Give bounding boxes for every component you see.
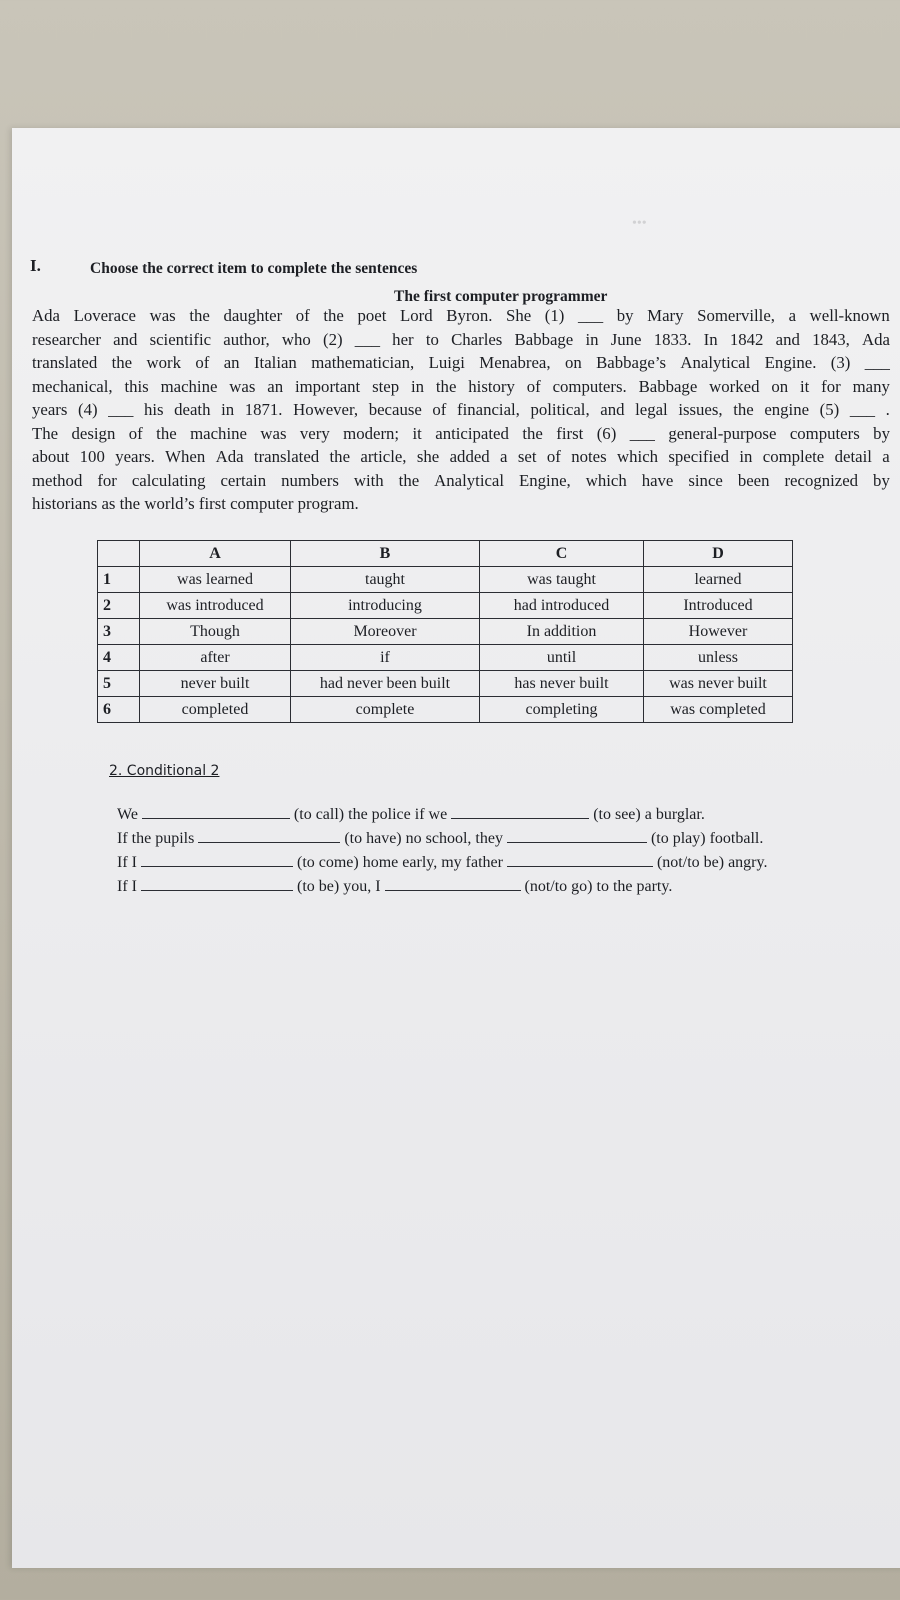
passage-word: Ada xyxy=(32,306,60,325)
passage-word: mathematician, xyxy=(311,353,415,372)
reading-passage xyxy=(32,306,890,518)
exercise-sentence xyxy=(117,830,763,848)
worksheet-page xyxy=(12,128,900,1568)
passage-word: which xyxy=(617,447,659,466)
passage-word: mechanical, xyxy=(32,376,113,396)
passage-word: translated xyxy=(253,447,320,466)
passage-word: (2) xyxy=(323,329,343,349)
passage-word: political, xyxy=(530,400,590,419)
passage-word: Byron. xyxy=(446,306,493,325)
passage-word: daughter xyxy=(223,306,283,325)
passage-word: have xyxy=(641,470,674,490)
passage-word: in xyxy=(221,400,235,419)
option-cell: has never built xyxy=(480,671,644,697)
passage-word: a xyxy=(500,447,508,466)
passage-word: since xyxy=(688,470,723,490)
passage-word: the xyxy=(189,306,210,325)
passage-word: June xyxy=(610,329,642,349)
answer-blank[interactable] xyxy=(385,878,521,891)
section-instruction: Choose the correct item to complete the sentences xyxy=(90,260,418,277)
passage-word: ___ xyxy=(354,329,380,349)
answer-blank[interactable] xyxy=(141,854,293,867)
passage-word: computers. xyxy=(552,376,627,396)
passage-word: method xyxy=(32,470,83,490)
option-cell: Though xyxy=(140,619,291,645)
passage-word: to xyxy=(425,329,439,349)
passage-word: Babbage xyxy=(514,329,574,349)
table-row xyxy=(98,671,793,697)
passage-word: was xyxy=(229,376,256,396)
passage-word: with xyxy=(353,470,384,490)
option-cell: learned xyxy=(644,567,793,593)
option-cell: after xyxy=(140,645,291,671)
passage-word: of xyxy=(128,423,143,443)
passage-word: Italian xyxy=(253,353,297,372)
passage-line: historians as the world’s first computer program. xyxy=(32,494,359,513)
sentence-part: (to play) football. xyxy=(646,830,764,847)
passage-word: In xyxy=(703,329,718,349)
passage-line xyxy=(32,330,890,354)
row-number: 4 xyxy=(98,645,140,671)
passage-word: set xyxy=(517,447,537,466)
passage-word: Babbage xyxy=(638,376,698,396)
passage-word: and xyxy=(775,329,800,349)
answer-blank[interactable] xyxy=(507,830,647,843)
passage-word: well-known xyxy=(809,306,890,325)
sentence-part: If I xyxy=(117,878,141,895)
option-cell: However xyxy=(644,619,793,645)
passage-word: of xyxy=(195,353,210,372)
option-cell: was learned xyxy=(140,567,291,593)
answer-blank[interactable] xyxy=(507,854,653,867)
table-row xyxy=(98,619,793,645)
passage-word: engine xyxy=(764,400,810,419)
passage-word: an xyxy=(223,353,240,372)
passage-word: by xyxy=(873,423,890,443)
passage-word: 1833. xyxy=(653,329,692,349)
passage-word: (1) xyxy=(544,306,565,325)
passage-word: calculating xyxy=(131,470,206,490)
passage-word: and xyxy=(600,400,625,419)
passage-word: Loverace xyxy=(73,306,136,325)
passage-word: detail xyxy=(834,447,872,466)
passage-word: many xyxy=(852,376,890,396)
passage-word: Lord xyxy=(400,306,433,325)
passage-word: of xyxy=(546,447,561,466)
passage-word: financial, xyxy=(456,400,520,419)
passage-word: a xyxy=(882,447,890,466)
passage-word: very xyxy=(299,423,330,443)
answer-blank[interactable] xyxy=(451,806,589,819)
passage-word: 1871. xyxy=(244,400,283,419)
passage-word: which xyxy=(585,470,627,490)
passage-word: been xyxy=(737,470,770,490)
column-header-a: A xyxy=(140,541,291,567)
exercise-sentence xyxy=(117,854,767,872)
option-cell: if xyxy=(291,645,480,671)
passage-word: certain xyxy=(220,470,267,490)
option-cell: introducing xyxy=(291,593,480,619)
passage-word: (4) xyxy=(78,400,98,419)
passage-word: Ada xyxy=(862,329,890,349)
answer-blank[interactable] xyxy=(141,878,293,891)
passage-word: anticipated xyxy=(435,423,509,443)
passage-word: She xyxy=(506,306,532,325)
passage-word: The xyxy=(32,423,59,443)
sentence-part: (to have) no school, they xyxy=(340,830,507,847)
passage-word: of xyxy=(526,376,541,396)
passage-word: step xyxy=(372,376,400,396)
column-header-d: D xyxy=(644,541,793,567)
passage-word: general-purpose xyxy=(668,423,777,443)
passage-word: added xyxy=(449,447,490,466)
text-title: The first computer programmer xyxy=(394,288,608,305)
passage-word: it xyxy=(799,376,810,396)
passage-word: of xyxy=(295,306,310,325)
passage-word: in xyxy=(739,447,753,466)
passage-word: the xyxy=(733,400,754,419)
table-row xyxy=(98,567,793,593)
passage-word: machine xyxy=(190,423,247,443)
passage-word: and xyxy=(113,329,138,349)
passage-word: worked xyxy=(709,376,760,396)
passage-word: specified xyxy=(668,447,729,466)
passage-word: 100 xyxy=(79,447,105,466)
option-cell: had never been built xyxy=(291,671,480,697)
passage-line xyxy=(32,447,890,471)
passage-word: Charles xyxy=(451,329,503,349)
passage-word: her xyxy=(392,329,414,349)
passage-word: Somerville, xyxy=(697,306,775,325)
answer-options-table xyxy=(97,540,793,723)
option-cell: completing xyxy=(480,697,644,723)
passage-word: . xyxy=(885,400,890,419)
passage-word: the xyxy=(435,376,457,396)
passage-word: Mary xyxy=(647,306,684,325)
passage-word: translated xyxy=(32,353,98,372)
passage-word: was xyxy=(149,306,176,325)
passage-word: Analytical xyxy=(434,470,505,490)
passage-word: the xyxy=(522,423,543,443)
sentence-part: (to call) the police if we xyxy=(289,806,452,823)
sentence-part: (to come) home early, my father xyxy=(292,854,507,871)
option-cell: unless xyxy=(644,645,793,671)
passage-word: ___ xyxy=(864,353,890,372)
option-cell: In addition xyxy=(480,619,644,645)
passage-word: in xyxy=(410,376,425,396)
passage-word: design xyxy=(71,423,116,443)
passage-word: the xyxy=(323,306,344,325)
option-cell: never built xyxy=(140,671,291,697)
passage-word: important xyxy=(294,376,361,396)
passage-line xyxy=(32,400,890,424)
option-cell: taught xyxy=(291,567,480,593)
passage-word: because xyxy=(368,400,422,419)
passage-word: Engine. xyxy=(764,353,817,372)
passage-word: an xyxy=(267,376,284,396)
sentence-part: (to see) a burglar. xyxy=(589,806,705,823)
passage-word: notes xyxy=(571,447,607,466)
passage-word: author, xyxy=(223,329,270,349)
passage-word: (6) xyxy=(596,423,617,443)
passage-word: ___ xyxy=(629,423,655,443)
option-cell: had introduced xyxy=(480,593,644,619)
passage-word: 1843, xyxy=(812,329,850,349)
passage-word: ___ xyxy=(849,400,875,419)
passage-word: history xyxy=(468,376,515,396)
option-cell: until xyxy=(480,645,644,671)
passage-word: death xyxy=(174,400,211,419)
passage-word: who xyxy=(281,329,311,349)
passage-word: However, xyxy=(293,400,359,419)
passage-word: Ada xyxy=(215,447,244,466)
passage-word: a xyxy=(788,306,797,325)
passage-word: by xyxy=(873,470,890,490)
passage-word: Luigi xyxy=(428,353,465,372)
passage-word: the xyxy=(156,423,177,443)
passage-word: poet xyxy=(357,306,387,325)
passage-word: machine xyxy=(160,376,218,396)
show-through-text: ••• xyxy=(632,216,647,231)
sentence-part: (to be) you, I xyxy=(292,878,385,895)
passage-word: about xyxy=(32,447,70,466)
passage-word: for xyxy=(821,376,841,396)
passage-word: years xyxy=(32,400,68,419)
passage-word: 1842 xyxy=(729,329,764,349)
option-cell: Moreover xyxy=(291,619,480,645)
option-cell: complete xyxy=(291,697,480,723)
sentence-part: (not/to go) to the party. xyxy=(520,878,673,895)
passage-word: the xyxy=(111,353,133,372)
passage-word: it xyxy=(412,423,422,443)
option-cell: completed xyxy=(140,697,291,723)
option-cell: was taught xyxy=(480,567,644,593)
table-header-row xyxy=(98,541,793,567)
passage-word: Engine, xyxy=(519,470,571,490)
answer-blank[interactable] xyxy=(142,806,290,819)
passage-word: ___ xyxy=(577,306,604,325)
passage-word: scientific xyxy=(149,329,212,349)
passage-word: on xyxy=(771,376,789,396)
passage-word: the xyxy=(329,447,351,466)
option-cell: was completed xyxy=(644,697,793,723)
sentence-part: (not/to be) angry. xyxy=(652,854,768,871)
sentence-part: If the pupils xyxy=(117,830,199,847)
section-number: I. xyxy=(30,256,41,275)
row-number: 3 xyxy=(98,619,140,645)
passage-word: Babbage’s xyxy=(596,353,667,372)
table-row xyxy=(98,697,793,723)
passage-line xyxy=(32,377,890,401)
answer-blank[interactable] xyxy=(198,830,340,843)
passage-word: the xyxy=(398,470,420,490)
passage-word: was xyxy=(260,423,287,443)
option-cell: was never built xyxy=(644,671,793,697)
passage-word: of xyxy=(432,400,447,419)
passage-word: legal xyxy=(635,400,668,419)
passage-line xyxy=(32,424,890,448)
row-number: 6 xyxy=(98,697,140,723)
passage-line xyxy=(32,353,890,377)
row-number: 2 xyxy=(98,593,140,619)
column-header-b: B xyxy=(291,541,480,567)
passage-word: recognized xyxy=(784,470,859,490)
row-number: 1 xyxy=(98,567,140,593)
passage-word: When xyxy=(165,447,206,466)
passage-word: for xyxy=(97,470,117,490)
passage-word: Menabrea, xyxy=(479,353,551,372)
passage-word: complete xyxy=(762,447,825,466)
passage-word: issues, xyxy=(678,400,723,419)
passage-word: researcher xyxy=(32,329,101,349)
table-row xyxy=(98,645,793,671)
table-corner-cell xyxy=(98,541,140,567)
passage-word: in xyxy=(585,329,599,349)
passage-word: article, xyxy=(360,447,407,466)
passage-word: by xyxy=(616,306,634,325)
passage-word: modern; xyxy=(343,423,400,443)
passage-line xyxy=(32,471,890,495)
table-row xyxy=(98,593,793,619)
passage-word: computers xyxy=(789,423,860,443)
option-cell: was introduced xyxy=(140,593,291,619)
passage-word: numbers xyxy=(281,470,339,490)
passage-word: his xyxy=(143,400,164,419)
passage-word: first xyxy=(556,423,584,443)
sentence-part: If I xyxy=(117,854,141,871)
passage-word: years. xyxy=(115,447,155,466)
passage-word: she xyxy=(416,447,440,466)
exercise-sentence xyxy=(117,806,705,824)
passage-word: work xyxy=(146,353,181,372)
passage-word: (3) xyxy=(830,353,851,372)
passage-word: ___ xyxy=(108,400,134,419)
passage-word: on xyxy=(564,353,582,372)
passage-word: this xyxy=(124,376,149,396)
passage-word: (5) xyxy=(819,400,840,419)
row-number: 5 xyxy=(98,671,140,697)
option-cell: Introduced xyxy=(644,593,793,619)
passage-word: Analytical xyxy=(680,353,751,372)
conditional-section-title: 2. Conditional 2 xyxy=(109,763,220,779)
exercise-sentence xyxy=(117,878,672,896)
passage-line xyxy=(32,306,890,330)
column-header-c: C xyxy=(480,541,644,567)
sentence-part: We xyxy=(117,806,142,823)
